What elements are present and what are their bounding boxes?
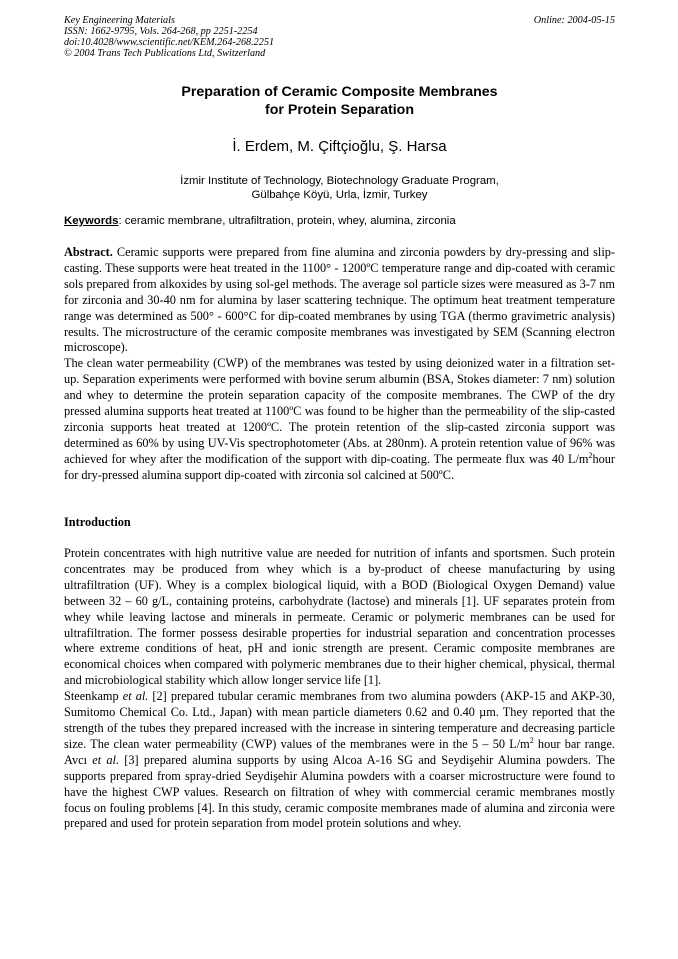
title-line-2: for Protein Separation — [265, 102, 414, 118]
keywords — [64, 214, 615, 228]
intro-p2-text-b: hour bar range. Avcı — [64, 736, 615, 767]
affiliation-line-1: İzmir Institute of Technology, Biotechnology Graduate Program, — [180, 175, 499, 187]
journal-name: Key Engineering Materials — [64, 15, 175, 26]
affiliation — [64, 174, 615, 202]
paper-title — [64, 83, 615, 119]
introduction-paragraph-1: Protein concentrates with high nutritive value are needed for nutrition of infants and sportsmen. Such protein concentrates may be produced from whey which is a by-product of cheese manufacturing by using ultrafiltration (UF). Whey is a complex biological liquid, with a BOD (Biological Oxygen Demand) value between 32 – 60 g/L, containing proteins, carbohydrate (lactose) and minerals [1]. UF separates protein from whey while leaving lactose and minerals in permeate. Ceramic or polymeric membranes can be used for ultrafiltration. The former possess desirable properties for industrial separation and concentration processes where extreme conditions of heat, pH and ionic strength are present. Ceramic composite membranes are economical choices when compared with polymeric membranes due to their higher chemical, physical, thermal and microbiological stability which allow longer service life [1]. — [64, 546, 615, 688]
intro-p2-name: Steenkamp — [64, 689, 123, 704]
title-line-1: Preparation of Ceramic Composite Membranes — [181, 84, 498, 100]
author-list: İ. Erdem, M. Çiftçioğlu, Ş. Harsa — [232, 138, 447, 155]
introduction-paragraph-2 — [64, 689, 615, 832]
doi-line: doi:10.4028/www.scientific.net/KEM.264-268.2251 — [64, 37, 275, 48]
issn-line: ISSN: 1662-9795, Vols. 264-268, pp 2251-2254 — [64, 26, 258, 37]
affiliation-line-2: Gülbahçe Köyü, Urla, İzmir, Turkey — [251, 189, 428, 201]
online-date: Online: 2004-05-15 — [533, 15, 615, 26]
copyright-line: © 2004 Trans Tech Publications Ltd, Switzerland — [64, 48, 266, 59]
abstract-paragraph-2 — [64, 356, 615, 483]
intro-p2-superscript: 2 — [529, 735, 534, 745]
keywords-text: : ceramic membrane, ultrafiltration, protein, whey, alumina, zirconia — [118, 215, 456, 227]
abstract-text-2a: The clean water permeability (CWP) of the membranes was tested by using deionized water in a filtration set-up. Separation experiments were performed with bovine serum albumin (BSA, Stokes diameter: 7 nm) solution and whey to determine the protein separation capacity of the composite membranes. The CWP of the dry pressed alumina supports heat treated at 1100ºC was found to be higher than the permeability of the slip-casted zirconia supports heat treated at 1200ºC. The protein retention of the slip-casted zirconia support was determined as 60% by using UV-Vis spectrophotometer (Abs. at 280nm). A protein retention value of 96% was achieved for whey after the modification of the support with dip-coating. The permeate flux was 40 L/m — [64, 356, 615, 466]
intro-p2-etal-2: et al. — [92, 752, 120, 767]
intro-p2-text-c: [3] prepared alumina supports by using Alcoa A-16 SG and Seydişehir Alumina powders. The supports prepared from spray-dried Seydişehir Alumina powders with a coarser microstructure were found to have the highest CWP values. Research on filtration of whey with commercial ceramic membranes mostly focus on fouling problems [4]. In this study, ceramic composite membranes made of alumina and zirconia were prepared and used for protein separation from model protein solutions and whey. — [64, 752, 615, 831]
intro-p2-etal-1: et al. — [122, 689, 149, 704]
abstract — [64, 245, 615, 484]
abstract-text-2b: hour for dry-pressed alumina support dip-coated with zirconia sol calcined at 500ºC. — [64, 451, 615, 482]
introduction-body — [64, 546, 615, 832]
abstract-paragraph-1 — [64, 245, 615, 356]
intro-p2-text-a: [2] prepared tubular ceramic membranes from two alumina powders (AKP-15 and AKP-30, Sumitomo Chemical Co. Ltd., Japan) with mean particle diameters 0.62 and 0.40 µm. They reported that the strength of the tubes they prepared increased with the increase in sintering temperature and decreasing particle size. The clean water permeability (CWP) values of the membranes were in the 5 – 50 L/m — [64, 689, 616, 751]
abstract-superscript: 2 — [588, 450, 593, 460]
introduction-heading: Introduction — [64, 515, 131, 529]
abstract-label: Abstract. — [64, 245, 113, 259]
journal-header — [64, 15, 615, 59]
abstract-text-1: Ceramic supports were prepared from fine alumina and zirconia powders by dry-pressing and slip-casting. These supports were heat treated in the 1100° - 1200ºC temperature range and dip-coated with ceramic sols prepared from alkoxides by using sol-gel methods. The average sol particle sizes were measured as 3-7 nm for zirconia and 30-40 nm for alumina by laser scattering technique. The optimum heat treatment temperature range was determined as 500° - 600°C for dip-coated membranes by using TGA (thermo gravimetric analysis) results. The microstructure of the ceramic composite membranes was investigated by SEM (Scanning electron microscope). — [64, 245, 615, 355]
keywords-label: Keywords — [64, 215, 119, 227]
